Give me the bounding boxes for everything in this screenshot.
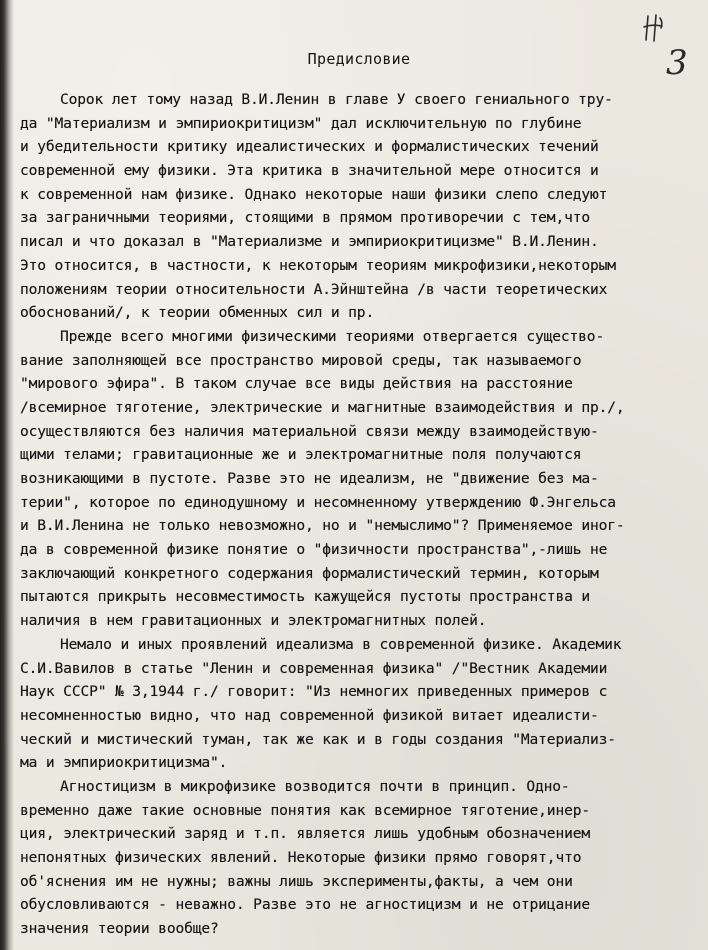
text-line: "мирового эфира". В таком случае все виды действия на расстояние [20,375,573,393]
text-line: и убедительности критику идеалистических и формалистических течений [20,138,599,156]
text-line: к современной нам физике. Однако некоторые наши физики слепо следуют [20,185,608,203]
text-line: /всемирное тяготение, электрические и магнитные взаимодействия и пр./, [20,398,625,416]
text-line: Это относится, в частности, к некоторым теориям микрофизики,некоторым [20,256,616,274]
text-line: да в современной физике понятие о "физичности пространства",-лишь не [20,541,608,559]
document-title: Предисловие [307,50,411,68]
handwritten-page-number [640,10,690,80]
text-line: ческий и мистический туман, так же как и в годы создания "Материализ- [20,730,616,748]
scan-edge-shadow [0,0,14,950]
text-line: современной ему физики. Эта критика в значительной мере относится и [20,162,599,180]
text-line: обоснований/, к теории обменных сил и пр. [20,304,375,322]
document-body [20,88,692,941]
text-line: Прежде всего многими физическими теориями отвергается существо- [60,327,605,345]
text-line: заключающий конкретного содержания формалистический термин, которым [20,564,599,582]
text-line: С.И.Вавилов в статье "Ленин и современная физика" /"Вестник Академии [20,659,608,677]
text-line: да "Материализм и эмпириокритицизм" дал исключительную по глубине [20,114,582,132]
paragraph [20,88,692,325]
text-line: пытаются прикрыть несовместимость кажущейся пустоты пространства и [20,588,590,606]
text-line: вание заполняющей все пространство мировой среды, так называемого [20,351,582,369]
text-line: значения теории вообще? [20,920,219,938]
text-line: ция, электрический заряд и т.п. является лишь удобным обозначением [20,825,590,843]
text-line: положениям теории относительности А.Эйнштейна /в части теоретических [20,280,608,298]
text-line: Агностицизм в микрофизике возводится почти в принцип. Одно- [60,777,570,795]
text-line: наличия в нем гравитационных и электромагнитных полей. [20,612,487,630]
handwritten-page-number-drawing [640,10,690,80]
text-line: обусловливаются - неважно. Разве это не агностицизм и не отрицание [20,896,590,914]
text-line: возникающими в пустоте. Разве это не идеализм, не "движение без ма- [20,470,599,487]
text-line: Немало и иных проявлений идеализма в современной физике. Академик [60,635,622,653]
text-line: непонятных физических явлений. Некоторые физики прямо говорят,что [20,849,582,866]
text-line: за заграничными теориями, стоящими в прямом противоречии с тем,что [20,209,590,227]
paragraph [20,325,692,633]
paragraph [20,633,692,775]
paragraph [20,775,692,941]
text-line: терии", которое по единодушному и несомненному утверждению Ф.Энгельса [20,493,616,511]
text-line: писал и что доказал в "Материализме и эмпириокритицизме" В.И.Ленин. [20,233,599,251]
page-number-text: 3 [666,43,688,80]
text-line: Наук СССР" № 3,1944 г./ говорит: "Из немногих приведенных примеров с [20,683,608,701]
text-line: щими телами; гравитационные же и электромагнитные поля получаются [20,446,582,464]
text-line: и В.И.Ленина не только невозможно, но и "немыслимо"? Применяемое иног- [20,517,625,535]
text-line: осуществляются без наличия материальной связи между взаимодействую- [20,422,599,440]
text-line: несомненностью видно, что над современной физикой витает идеалисти- [20,706,599,724]
text-line: об'яснения им не нужны; важны лишь эксперименты,факты, а чем они [20,872,573,890]
text-line: Сорок лет тому назад В.И.Ленин в главе У своего гениального тру- [60,91,613,108]
text-line: временно даже такие основные понятия как всемирное тяготение,инер- [20,801,590,819]
text-line: ма и эмпириокритицизма". [20,754,228,772]
